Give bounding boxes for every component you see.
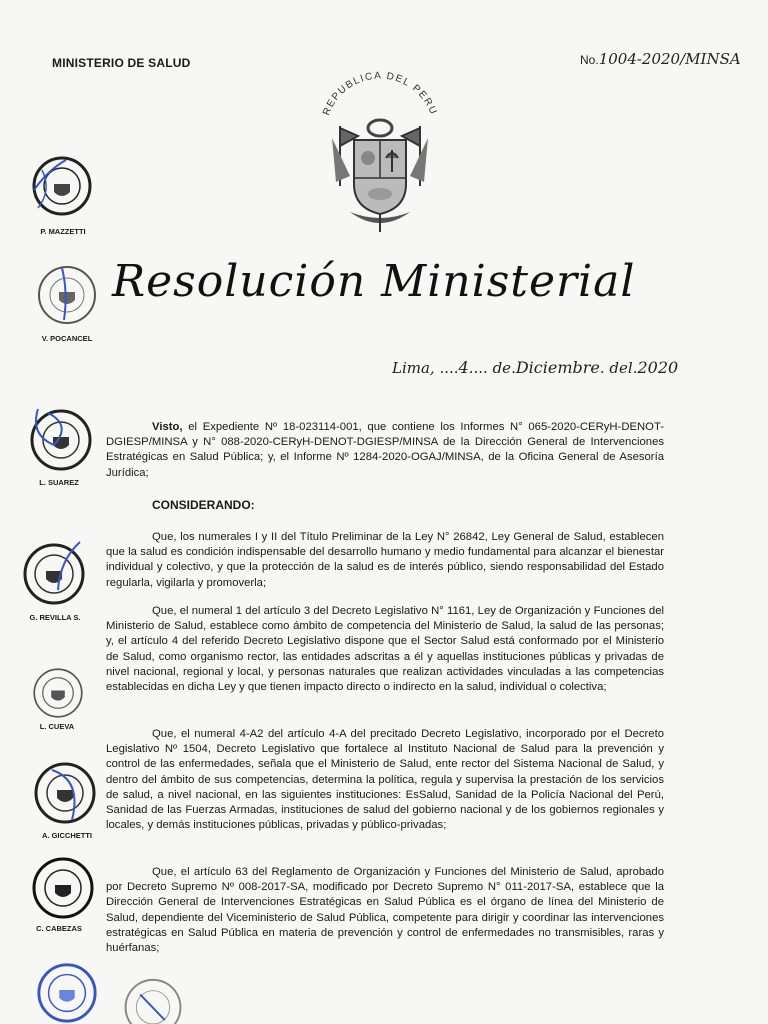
seal-stamp-icon: [28, 150, 94, 216]
seal-stamp-icon: [34, 262, 100, 328]
resolution-number-value: 1004-2020/MINSA: [598, 50, 741, 68]
seal-stamp-blue-icon: [34, 960, 100, 1024]
date-day: 4: [458, 358, 469, 377]
seal-stamp-icon: [20, 540, 86, 606]
seal-label: C. CABEZAS: [36, 924, 82, 933]
date-city: Lima,: [392, 359, 435, 377]
date-year: 2020: [637, 358, 679, 377]
seal-stamp-icon: [30, 665, 86, 721]
seal-label: V. POCANCEL: [41, 334, 93, 343]
national-crest-icon: [310, 66, 450, 234]
date-month: Diciembre: [515, 358, 600, 377]
document-title: Resolución Ministerial: [112, 256, 636, 307]
resolution-number: [580, 50, 741, 68]
seal-label: P. MAZZETTI: [40, 227, 86, 236]
seal-stamp-icon: [26, 405, 92, 471]
visto-paragraph: [106, 420, 664, 481]
seal-label: L. SUAREZ: [39, 478, 79, 487]
date-de-1: de: [492, 359, 512, 377]
crest-caption: REPUBLICA DEL PERU: [321, 70, 439, 118]
dateline: Lima, ....4.... de.Diciembre. del.2020: [392, 358, 679, 377]
considerando-heading: CONSIDERANDO:: [152, 498, 255, 512]
seal-stamp-icon: [32, 760, 98, 826]
paragraph-ley-general: Que, los numerales I y II del Título Preliminar de la Ley N° 26842, Ley General de Salud, establecen que la salud es condición indispensable del desarrollo humano y medio fundamental para alcanzar el bienestar individual y colectivo, y que la protección de la salud es de interés público, siendo responsabilidad del Estado regularla, vigilarla y promoverla;: [106, 531, 664, 589]
svg-text:REPUBLICA DEL PERU: [321, 70, 439, 117]
seal-label: L. CUEVA: [39, 722, 75, 731]
seal-label: G. REVILLA S.: [29, 613, 81, 622]
paragraph-reglamento: Que, el artículo 63 del Reglamento de Organización y Funciones del Ministerio de Salud, aprobado por Decreto Supremo Nº 008-2017-SA, modificado por Decreto Supremo N° 011-2017-SA, establece que la Dirección General de Intervenciones Estratégicas en Salud Pública es el órgano de línea del Ministerio de Salud, dependiente del Viceministerio de Salud Pública, competente para dirigir y coordinar las intervenciones estratégicas en Salud Pública en materia de prevención y control de enfermedades no transmisibles, raras y huérfanas;: [106, 866, 664, 955]
seal-stamp-icon: [30, 855, 96, 921]
visto-text: el Expediente Nº 18-023114-001, que contiene los Informes N° 065-2020-CERyH-DENOT-DGIESP/MINSA y N° 088-2020-CERyH-DENOT-DGIESP/MINSA de la Dirección General de Intervenciones Estratégicas en Salud Pública; y, el Informe Nº 1284-2020-OGAJ/MINSA, de la Oficina General de Asesoría Jurídica;: [106, 421, 664, 479]
date-de-2: del: [609, 359, 633, 377]
resolution-prefix: No.: [580, 53, 599, 67]
visto-label: Visto,: [152, 421, 183, 433]
seal-stamp-icon: [120, 975, 186, 1024]
paragraph-decreto-1504: Que, el numeral 4-A2 del artículo 4-A del precitado Decreto Legislativo, incorporado por el Decreto Legislativo Nº 1504, Decreto Legislativo que fortalece al Instituto Nacional de Salud para la prevención y control de las enfermedades, señala que el Ministerio de Salud, ente rector del Sistema Nacional de Salud, y dentro del ámbito de sus competencias, determina la política, regula y supervisa la prestación de los servicios de salud, a nivel nacional, en las siguientes instituciones: EsSalud, Sanidad de la Policía Nacional del Perú, Sanidad de las Fuerzas Armadas, instituciones de salud del gobierno nacional y de los gobiernos regionales y locales, y demás instituciones públicas, privadas y público-privadas;: [106, 728, 664, 832]
ministry-header: MINISTERIO DE SALUD: [52, 56, 191, 70]
seal-label: A. GICCHETTI: [42, 831, 92, 840]
paragraph-decreto-1161: Que, el numeral 1 del artículo 3 del Decreto Legislativo N° 1161, Ley de Organización y Funciones del Ministerio de Salud, establece como ámbito de competencia del Ministerio de Salud, la salud de las personas; y, el artículo 4 del referido Decreto Legislativo dispone que el Sector Salud está conformado por el Ministerio de Salud, como organismo rector, las entidades adscritas a él y aquellas instituciones públicas y privadas de nivel nacional, regional y local, y personas naturales que realizan actividades vinculadas a las competencias establecidas en dicha Ley y que tienen impacto directo o indirecto en la salud, individual o colectiva;: [106, 605, 664, 694]
